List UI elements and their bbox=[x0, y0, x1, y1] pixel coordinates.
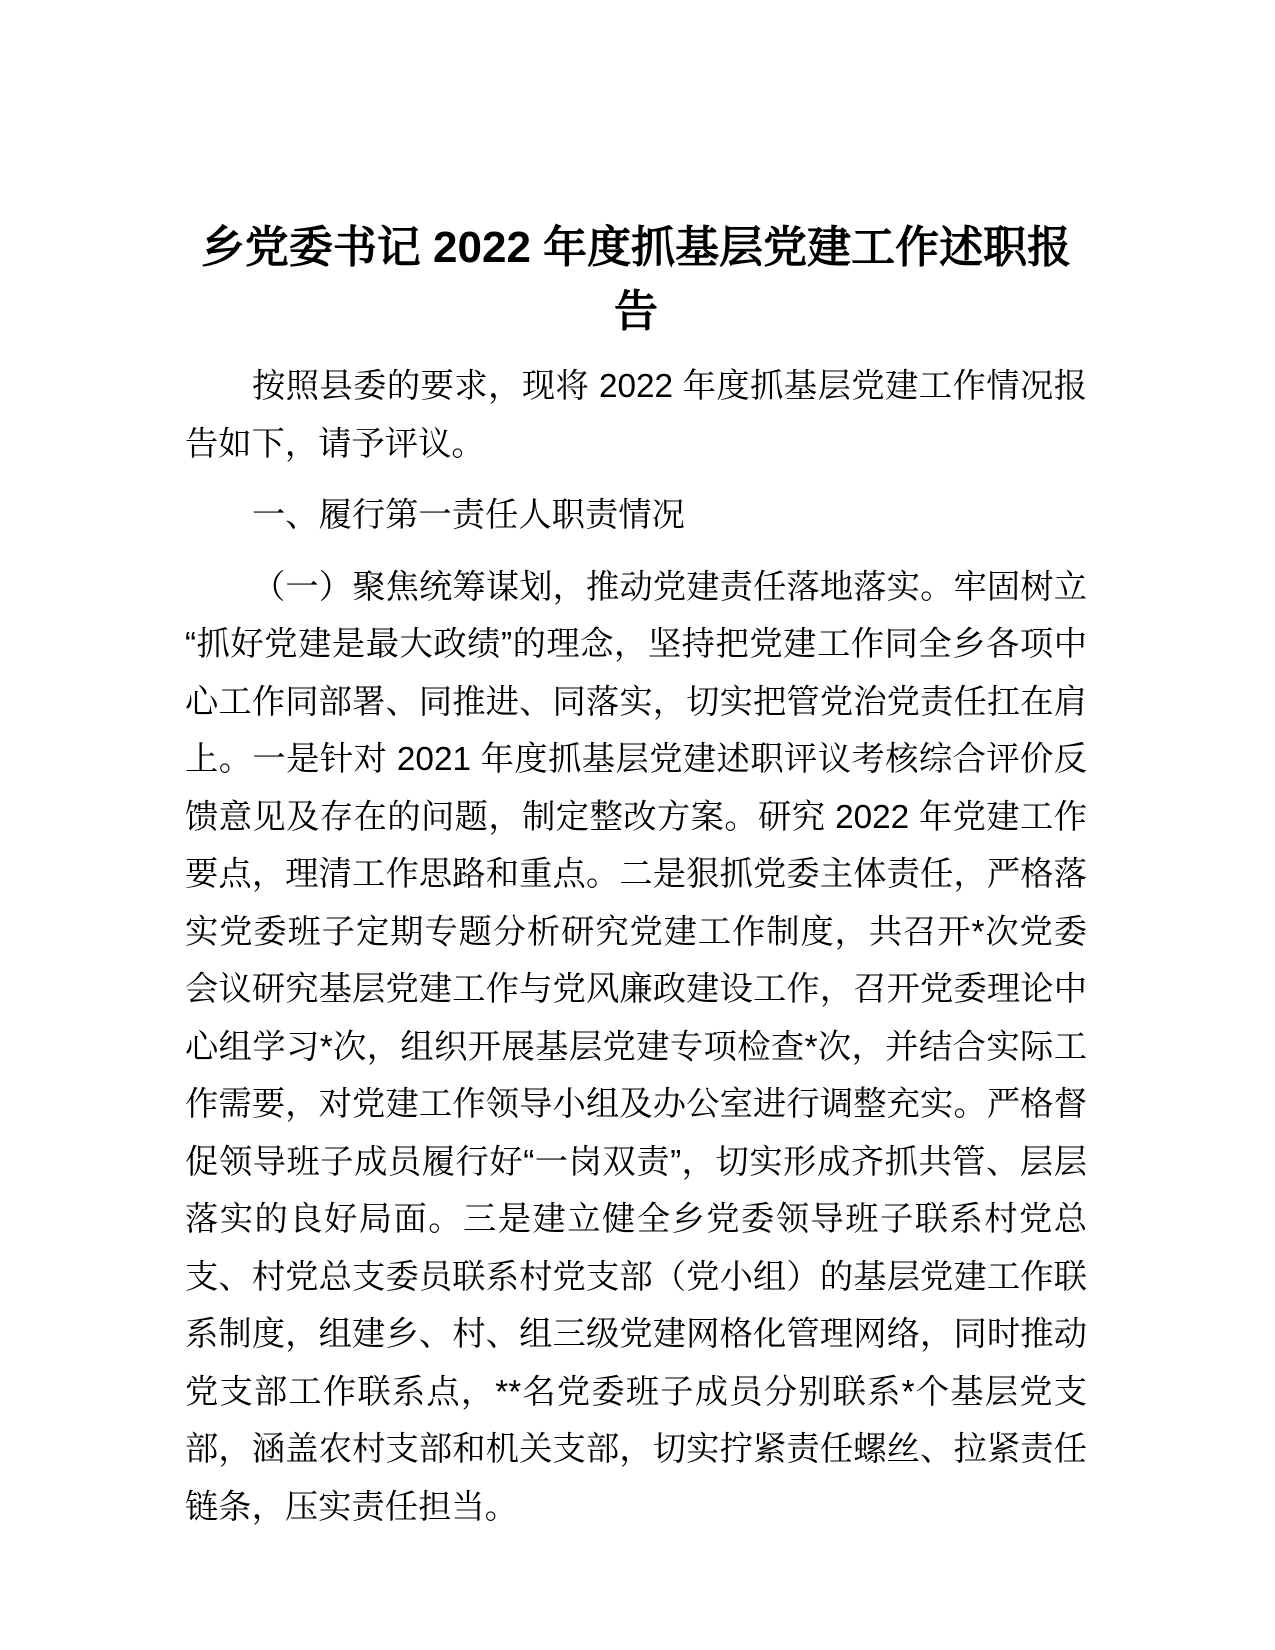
section-body-paragraph: （一）聚焦统筹谋划，推动党建责任落地落实。牢固树立“抓好党建是最大政绩”的理念，坚持把党建工作同全乡各项中心工作同部署、同推进、同落实，切实把管党治党责任扛在肩上。一是针对 2021 年度抓基层党建述职评议考核综合评价反馈意见及存在的问题，制定整改方案。研究 2022 年党建工作要点，理清工作思路和重点。二是狠抓党委主体责任，严格落实党委班子定期专题分析研究党建工作制度，共召开*次党委会议研究基层党建工作与党风廉政建设工作，召开党委理论中心组学习*次，组织开展基层党建专项检查*次，并结合实际工作需要，对党建工作领导小组及办公室进行调整充实。严格督促领导班子成员履行好“一岗双责”，切实形成齐抓共管、层层落实的良好局面。三是建立健全乡党委领导班子联系村党总支、村党总支委员联系村党支部（党小组）的基层党建工作联系制度，组建乡、村、组三级党建网格化管理网络，同时推动党支部工作联系点，**名党委班子成员分别联系*个基层党支部，涵盖农村支部和机关支部，切实拧紧责任螺丝、拉紧责任链条，压实责任担当。 bbox=[185, 568, 1087, 1526]
section-heading: 一、履行第一责任人职责情况 bbox=[252, 497, 685, 534]
intro-paragraph: 按照县委的要求，现将 2022 年度抓基层党建工作情况报告如下，请予评议。 bbox=[185, 368, 1087, 463]
document-title: 乡党委书记 2022 年度抓基层党建工作述职报告 bbox=[200, 223, 1072, 336]
